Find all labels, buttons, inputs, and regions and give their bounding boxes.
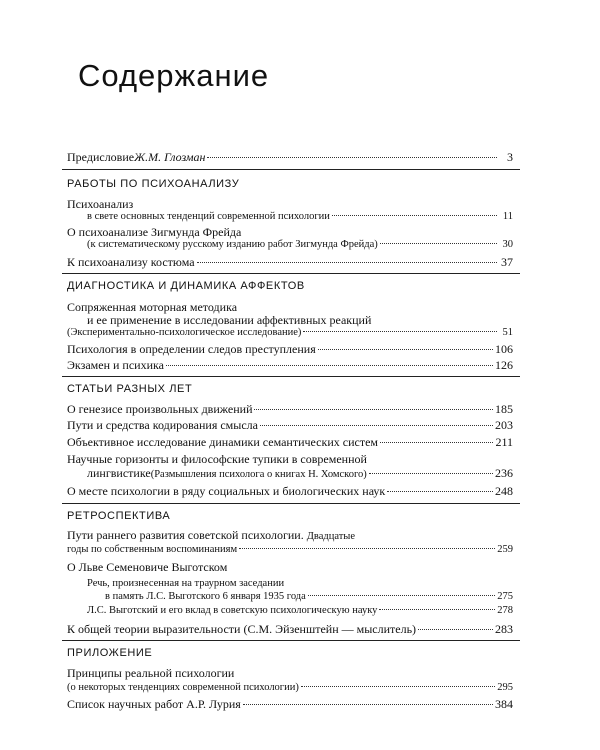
entry-label: в память Л.С. Выготского 6 января 1935 года <box>105 591 306 602</box>
toc-entry-sub[interactable] <box>87 604 513 618</box>
toc-entry-title[interactable] <box>67 528 513 544</box>
toc-entry-sub[interactable] <box>67 543 513 557</box>
leader-dots <box>387 491 493 492</box>
page-number: 106 <box>495 342 513 356</box>
section-rule <box>62 640 520 641</box>
page-number: 211 <box>495 435 513 449</box>
page-number: 185 <box>495 402 513 416</box>
entry-label: годы по собственным воспоминаниям <box>67 544 238 555</box>
page-number: 275 <box>497 591 513 602</box>
entry-label: О генезисе произвольных движений <box>67 402 253 416</box>
section-header: ДИАГНОСТИКА И ДИНАМИКА АФФЕКТОВ <box>67 280 305 292</box>
toc-entry-title[interactable]: и ее применение в исследовании аффективных реакций <box>87 313 372 327</box>
section-rule <box>62 273 520 274</box>
toc-entry-sub[interactable] <box>67 326 513 340</box>
page-number: 248 <box>495 484 513 498</box>
page-number: 11 <box>502 211 513 222</box>
page-number: 126 <box>495 358 513 372</box>
toc-entry-sub[interactable]: Речь, произнесенная на траурном заседании <box>87 578 285 589</box>
page-number: 236 <box>495 466 513 480</box>
page-number: 37 <box>501 255 513 269</box>
leader-dots <box>301 686 495 687</box>
toc-entry[interactable] <box>67 418 513 432</box>
leader-dots <box>239 548 495 549</box>
leader-dots <box>332 215 497 216</box>
entry-label: К психоанализу костюма <box>67 255 195 269</box>
page-number: 3 <box>507 150 513 164</box>
entry-label: Список научных работ А.Р. Лурия <box>67 697 241 711</box>
entry-label: Психология в определении следов преступления <box>67 342 316 356</box>
toc-entry-title[interactable]: Сопряженная моторная методика <box>67 300 238 314</box>
leader-dots <box>379 609 495 610</box>
entry-label: лингвистике <box>87 466 151 480</box>
section-header: ПРИЛОЖЕНИЕ <box>67 647 153 659</box>
page-number: 278 <box>497 605 513 616</box>
leader-dots <box>418 629 493 630</box>
entry-label: в свете основных тенденций современной психологии <box>87 211 330 222</box>
entry-label: Л.С. Выготский и его вклад в советскую психологическую науку <box>87 605 378 616</box>
section-rule <box>62 503 520 504</box>
leader-dots <box>318 349 493 350</box>
page-number: 203 <box>495 418 513 432</box>
page-number: 295 <box>497 682 513 693</box>
page-number: 30 <box>502 239 513 250</box>
entry-label: Предисловие <box>67 150 135 164</box>
entry-label-note: (Размышления психолога о книгах Н. Хомского) <box>150 469 367 480</box>
leader-dots <box>197 262 497 263</box>
toc-entry-sub[interactable] <box>67 681 513 695</box>
page-number: 283 <box>495 622 513 636</box>
toc-entry[interactable] <box>67 255 513 269</box>
section-rule <box>62 376 520 377</box>
leader-dots <box>380 442 493 443</box>
page-number: 51 <box>502 327 513 338</box>
toc-entry-title[interactable]: О Льве Семеновиче Выготском <box>67 560 228 574</box>
entry-label: Объективное исследование динамики семантических систем <box>67 435 378 449</box>
toc-entry-sub[interactable] <box>87 210 513 224</box>
entry-label-cont: Двадцатые <box>306 531 356 542</box>
leader-dots <box>166 365 493 366</box>
section-header: РАБОТЫ ПО ПСИХОАНАЛИЗУ <box>67 178 240 190</box>
entry-label: Пути раннего развития советской психологии. <box>67 528 307 542</box>
toc-entry[interactable] <box>67 484 513 498</box>
page-number: 259 <box>497 544 513 555</box>
entry-label: (к систематическому русскому изданию работ Зигмунда Фрейда) <box>87 239 378 250</box>
entry-author: Ж.М. Глозман <box>134 150 206 164</box>
section-header: РЕТРОСПЕКТИВА <box>67 510 171 522</box>
toc-entry-title[interactable]: О психоанализе Зигмунда Фрейда <box>67 225 242 239</box>
entry-label: Экзамен и психика <box>67 358 164 372</box>
toc-entry[interactable] <box>67 358 513 372</box>
toc-entry[interactable] <box>67 622 513 636</box>
section-header: СТАТЬИ РАЗНЫХ ЛЕТ <box>67 383 193 395</box>
leader-dots <box>380 243 497 244</box>
toc-entry-sub[interactable] <box>105 590 513 604</box>
leader-dots <box>369 473 493 474</box>
toc-entry-title[interactable]: Психоанализ <box>67 197 134 211</box>
leader-dots <box>254 409 493 410</box>
toc-entry-sub[interactable] <box>87 466 513 482</box>
entry-label: О месте психологии в ряду социальных и биологических наук <box>67 484 386 498</box>
leader-dots <box>303 331 497 332</box>
toc-entry[interactable] <box>67 342 513 356</box>
page-number: 384 <box>495 697 513 711</box>
leader-dots <box>260 425 493 426</box>
leader-dots <box>207 157 497 158</box>
leader-dots <box>308 595 495 596</box>
toc-entry[interactable] <box>67 435 513 449</box>
entry-label: Пути и средства кодирования смысла <box>67 418 258 432</box>
entry-label: (Экспериментально-психологическое исследование) <box>67 327 302 338</box>
toc-entry[interactable] <box>67 697 513 711</box>
entry-label: К общей теории выразительности (С.М. Эйзенштейн — мыслитель) <box>67 622 417 636</box>
page-title: Содержание <box>78 58 270 93</box>
toc-entry-title[interactable]: Научные горизонты и философские тупики в современной <box>67 452 367 466</box>
section-rule <box>62 169 520 170</box>
toc-entry[interactable] <box>67 402 513 416</box>
entry-label: (о некоторых тенденциях современной психологии) <box>67 682 299 693</box>
toc-entry-preface[interactable] <box>67 150 513 164</box>
toc-entry-title[interactable]: Принципы реальной психологии <box>67 666 235 680</box>
leader-dots <box>243 704 493 705</box>
toc-entry-sub[interactable] <box>87 238 513 252</box>
